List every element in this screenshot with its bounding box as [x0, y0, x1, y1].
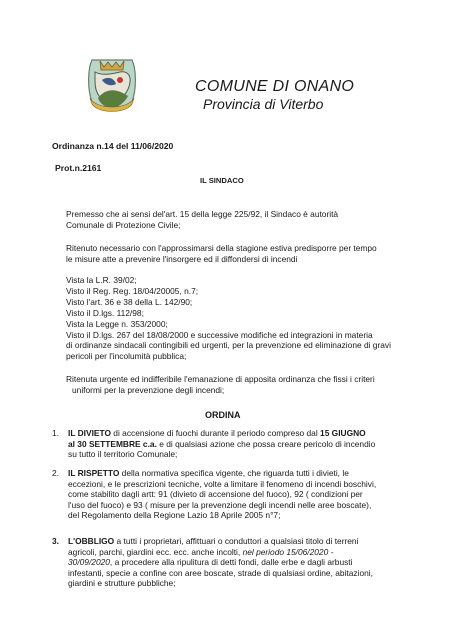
protocol-number: Prot.n.2161	[55, 163, 102, 173]
ritenuto-paragraph	[66, 243, 377, 265]
item-number: 2.	[52, 468, 59, 478]
comune-title: COMUNE DI ONANO	[195, 78, 355, 95]
item-lead: L'OBBLIGO	[68, 536, 115, 546]
ordina-item-1	[68, 428, 375, 460]
item-text: agricoli, parchi, giardini ecc. ecc. anche incolti,	[68, 546, 243, 557]
item-italic-text: 30/09/2020	[68, 557, 110, 568]
item-bold-text: 15 GIUGNO	[320, 428, 366, 438]
item-text: giardini e strutture pubbliche;	[68, 578, 176, 589]
item-text: del Regolamento della Regione Lazio 18 Aprile 2005 n°7;	[68, 510, 281, 521]
premesso-line-2: Comunale di Protezione Civile;	[66, 219, 181, 230]
premesso-paragraph	[66, 209, 338, 231]
item-bold-text: al 30 SETTEMBRE c.a.	[68, 438, 157, 449]
item-number: 3.	[52, 536, 59, 546]
visto-line: Visto il D.lgs. 267 del 18/08/2000 e successive modifiche ed integrazioni in materia	[66, 329, 373, 340]
item-lead: IL DIVIETO	[68, 428, 111, 438]
visto-line: Visto il D.lgs. 112/98;	[66, 307, 144, 318]
item-text: della normativa specifica vigente, che riguarda tutti i divieti, le	[119, 468, 349, 478]
item-text: infestanti, specie a confine con aree boscate, strade di qualsiasi ordine, abitazioni,	[68, 567, 373, 578]
ordina-heading: ORDINA	[205, 410, 241, 420]
item-number: 1.	[52, 428, 59, 438]
visto-line: pericoli per l'incolumità pubblica;	[66, 351, 187, 362]
item-text: a tutti i proprietari, affittuari o conduttori a qualsiasi titolo di terreni	[114, 536, 359, 546]
item-text: di accensione di fuochi durante il periodo compreso dal	[110, 428, 321, 438]
item-text: su tutto il territorio Comunale;	[68, 449, 178, 460]
ordina-item-3	[68, 536, 373, 589]
ritenuta-paragraph	[66, 374, 375, 396]
visto-line: Vista la L.R. 39/02;	[66, 275, 137, 285]
ordinanza-number: Ordinanza n.14 del 11/06/2020	[52, 141, 174, 151]
premesso-line-1: Premesso che ai sensi del'art. 15 della legge 225/92, il Sindaco è autorità	[66, 209, 339, 219]
item-text: come stabilito dagli artt: 91 (divieto di accensione del fuoco), 92 ( condizioni per	[68, 489, 363, 500]
visto-line: Visto l'art. 36 e 38 della L. 142/90;	[66, 296, 193, 307]
ordina-item-2	[68, 468, 376, 521]
visto-line: Vista la Legge n. 353/2000;	[66, 318, 168, 329]
visto-line: Visto il Reg. Reg. 18/04/20005, n.7;	[66, 285, 199, 296]
provincia-title: Provincia di Viterbo	[203, 96, 324, 112]
visti-list	[66, 275, 391, 362]
item-lead: IL RISPETTO	[68, 468, 120, 478]
item-italic-text: nel periodo 15/06/2020 -	[242, 546, 334, 557]
sindaco-heading: IL SINDACO	[200, 176, 244, 185]
item-text: eccezioni, e le prescrizioni tecniche, volte a limitare il fenomeno di incendi boschivi,	[68, 478, 377, 489]
ritenuto-line-1: Ritenuto necessario con l'approssimarsi della stagione estiva predisporre per tempo	[66, 243, 377, 253]
item-text: e di qualsiasi azione che possa creare pericolo di incendio	[156, 438, 376, 449]
ritenuta-line-1: Ritenuta urgente ed indifferibile l'emanazione di apposita ordinanza che fissi i criteri	[66, 374, 375, 384]
ritenuto-line-2: le misure atte a prevenire l'insorgere ed il diffondersi di incendi	[66, 253, 298, 264]
item-text: l'uso del fuoco) e 93 ( misure per la prevenzione degli incendi nelle aree boscate),	[68, 499, 372, 510]
visto-line: di ordinanze sindacali contingibili ed urgenti, per la prevenzione ed eliminazione di gravi	[66, 340, 391, 351]
coat-of-arms-icon	[86, 58, 138, 116]
ritenuta-line-2: uniformi per la prevenzione degli incendi;	[72, 384, 225, 395]
item-text: , a procedere alla ripulitura di detti fondi, dalle erbe e dagli arbusti	[109, 557, 353, 568]
